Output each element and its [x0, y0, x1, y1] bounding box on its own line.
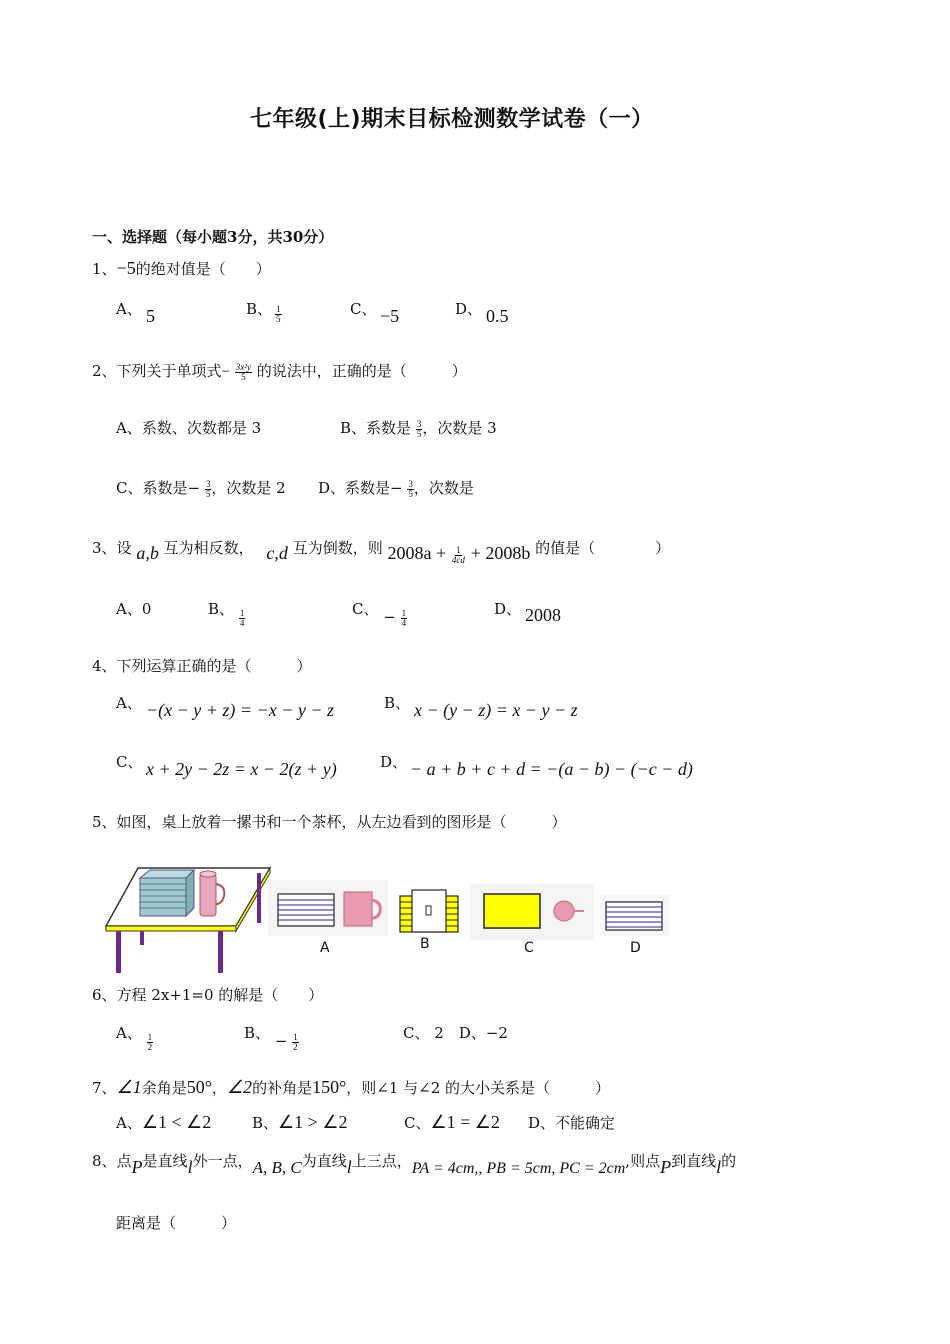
fraction-numerator: 1: [239, 607, 245, 618]
q8-line-l-2: l: [346, 1157, 352, 1177]
fraction-denominator: 4: [239, 617, 245, 628]
section-heading: 一、选择题（每小题3分，共30分）: [92, 228, 334, 246]
q4-option-b-value: x − (y − z) = x − y − z: [414, 700, 578, 720]
q6-option-a: [116, 1022, 153, 1052]
question-7: [92, 1077, 610, 1098]
q3-option-c: [352, 598, 407, 628]
q6-option-b-label: B、: [244, 1024, 271, 1042]
q2-option-d-text: D、系数是: [318, 479, 391, 497]
q7-option-c-label: C、: [404, 1114, 431, 1132]
q6-option-b: [244, 1022, 299, 1052]
question-3: [92, 537, 671, 565]
q6-option-b-minus: −: [274, 1032, 288, 1050]
q2-option-b-tail: ，次数是 3: [422, 419, 497, 437]
q1-option-c-value: −5: [380, 306, 400, 326]
fraction-numerator: 1: [456, 544, 461, 555]
q2-minus: −: [221, 364, 231, 380]
q7-text-4: ，则∠1 与∠2 的大小关系是（ ）: [346, 1079, 611, 1097]
q6-option-b-fraction: [292, 1033, 299, 1052]
q8-distances: PA = 4cm,, PB = 5cm, PC = 2cm: [411, 1160, 626, 1177]
q7-option-b: [252, 1112, 347, 1133]
q6-option-a-fraction: [147, 1033, 154, 1052]
fraction-denominator: 4cd: [451, 554, 465, 565]
q8-point-p: P: [131, 1157, 143, 1177]
question-4: 4、下列运算正确的是（ ）: [92, 657, 312, 675]
q3-option-b-fraction: [239, 609, 246, 628]
q4-option-c-value: x + 2y − 2z = x − 2(z + y): [146, 759, 337, 779]
q3-option-b-label: B、: [208, 600, 235, 618]
q3-option-c-fraction: [401, 609, 408, 628]
table-figure: [100, 860, 280, 978]
q8-text-8: 的: [721, 1152, 737, 1170]
q8-text-5: 上三点，: [351, 1152, 412, 1170]
fraction-denominator: 2: [147, 1041, 153, 1052]
q4-option-a-label: A、: [116, 694, 142, 712]
fraction-denominator: 5: [205, 488, 211, 499]
q4-option-d-value: − a + b + c + d = −(a − b) − (−c − d): [410, 759, 693, 779]
q4-option-c-label: C、: [116, 753, 143, 771]
book-stack: [140, 870, 194, 916]
q3-fraction: [451, 546, 466, 565]
q8-text-7: 到直线: [671, 1152, 717, 1170]
q2-option-c-text: C、系数是: [116, 479, 188, 497]
q7-angle-1: ∠1: [116, 1077, 142, 1097]
q7-option-b-label: B、: [252, 1114, 279, 1132]
q7-text-3: 的补角是: [252, 1079, 313, 1097]
fraction-numerator: 3: [205, 478, 211, 489]
q7-text-1: 余角是: [141, 1079, 187, 1097]
fraction-numerator: 1: [293, 1031, 298, 1042]
q8-line-l: l: [187, 1157, 193, 1177]
q5-option-a-label: A: [320, 940, 330, 956]
q1-option-b-fraction: [275, 305, 282, 324]
q5-option-d-label: D: [630, 940, 641, 956]
q2-option-d-minus: −: [390, 479, 403, 497]
q8-text-6: ,则点: [625, 1152, 661, 1170]
q3-ab: a,b: [136, 543, 159, 563]
q3-option-c-minus: −: [383, 608, 396, 626]
q1-option-a-label: A、: [116, 300, 142, 318]
q2-option-c-tail: ，次数是 2: [211, 479, 286, 497]
q5-option-c-figure: [470, 884, 594, 940]
q8-text-4: 为直线: [301, 1152, 347, 1170]
q7-option-b-value: ∠1 > ∠2: [278, 1112, 348, 1132]
question-5: 5、如图，桌上放着一摞书和一个茶杯，从左边看到的图形是（ ）: [92, 813, 567, 831]
q4-option-a-value: −(x − y + z) = −x − y − z: [146, 700, 334, 720]
q7-value-1: 50°: [186, 1077, 212, 1097]
q7-number: 7、: [92, 1079, 117, 1097]
q2-option-c: [116, 477, 286, 499]
q2-monomial: [235, 363, 252, 382]
q2-option-c-minus: −: [187, 479, 201, 497]
fraction-numerator: 3: [408, 478, 413, 489]
q8-text-3: 外一点，: [192, 1152, 253, 1170]
fraction-numerator: 3: [416, 418, 422, 429]
fraction-numerator: 3x²y: [235, 361, 251, 372]
q7-value-2: 150°: [312, 1077, 347, 1097]
fraction-numerator: 1: [401, 607, 407, 618]
q4-option-d-label: D、: [380, 753, 408, 771]
page-title: 七年级(上)期末目标检测数学试卷（一）: [250, 107, 654, 132]
q7-option-a-value: ∠1 < ∠2: [141, 1112, 212, 1132]
fraction-numerator: 1: [147, 1031, 153, 1042]
q3-option-d-label: D、: [494, 600, 522, 618]
q1-option-c-label: C、: [350, 300, 377, 318]
q7-option-c: [404, 1112, 500, 1133]
q6-option-a-label: A、: [116, 1024, 142, 1042]
q1-option-b-label: B、: [246, 300, 273, 318]
q3-expression-1: 2008a +: [387, 543, 447, 563]
question-1: [92, 258, 271, 279]
q3-option-a: A、0: [116, 600, 152, 618]
question-2: [92, 360, 467, 382]
q2-option-b-text: B、系数是: [340, 419, 412, 437]
q8-points-abc: A, B, C: [252, 1158, 302, 1177]
q1-option-a-value: 5: [146, 306, 155, 326]
q3-text-3: 互为倒数，则: [292, 539, 383, 557]
q7-text-2: ，: [211, 1079, 227, 1097]
fraction-denominator: 5: [416, 428, 422, 439]
q1-expression: −5: [116, 258, 136, 278]
q1-number: 1、: [92, 260, 117, 278]
q7-option-a: [116, 1112, 211, 1133]
q3-option-b: [208, 598, 245, 628]
fraction-denominator: 2: [293, 1041, 298, 1052]
q5-option-c-label: C: [524, 940, 534, 956]
q2-text-tail: 的说法中，正确的是（ ）: [256, 362, 467, 380]
q7-option-d: D、不能确定: [528, 1114, 616, 1132]
fraction-denominator: 5: [408, 488, 413, 499]
q1-option-d-value: 0.5: [486, 306, 509, 326]
q2-option-d: [318, 477, 474, 499]
q1-option-b-value: [275, 304, 282, 324]
q6-options-c-d: C、 2 D、−2: [403, 1024, 508, 1042]
q7-angle-2: ∠2: [226, 1077, 253, 1097]
q3-expression-2: + 2008b: [470, 543, 531, 563]
q4-option-b-label: B、: [384, 694, 411, 712]
q5-option-d-figure: [600, 894, 670, 936]
fraction-denominator: 5: [241, 371, 246, 382]
q7-option-a-label: A、: [116, 1114, 142, 1132]
q3-text: 3、设: [92, 539, 132, 557]
fraction-numerator: 1: [276, 304, 281, 314]
q3-option-d-value: 2008: [525, 605, 561, 625]
question-8: [92, 1150, 737, 1177]
q1-text: 的绝对值是（ ）: [135, 260, 271, 278]
q5-option-b-figure: [398, 888, 460, 936]
q7-option-c-value: ∠1 = ∠2: [430, 1112, 500, 1132]
q2-text: 2、下列关于单项式: [92, 362, 222, 380]
q2-option-a: A、系数、次数都是 3: [116, 419, 262, 437]
q8-point-p-2: P: [660, 1157, 672, 1177]
q3-text-2: 互为相反数，: [163, 539, 254, 557]
q1-option-d-label: D、: [455, 300, 483, 318]
fraction-denominator: 5: [276, 314, 281, 324]
q2-option-d-tail: ，次数是: [413, 479, 474, 497]
q8-text-2: 是直线: [142, 1152, 188, 1170]
q8-line-l-3: l: [716, 1157, 722, 1177]
q2-option-b: [340, 417, 497, 439]
q8-text-1: 8、点: [92, 1152, 132, 1170]
q5-option-a-figure: [268, 880, 388, 936]
q3-cd: c,d: [266, 543, 288, 563]
q8-line-2: 距离是（ ）: [116, 1214, 237, 1232]
q3-text-tail: 的值是（ ）: [535, 539, 671, 557]
question-6: 6、方程 2x+1=0 的解是（ ）: [92, 986, 324, 1004]
q5-option-b-label: B: [420, 936, 430, 952]
fraction-denominator: 4: [401, 617, 407, 628]
q3-option-c-label: C、: [352, 600, 379, 618]
